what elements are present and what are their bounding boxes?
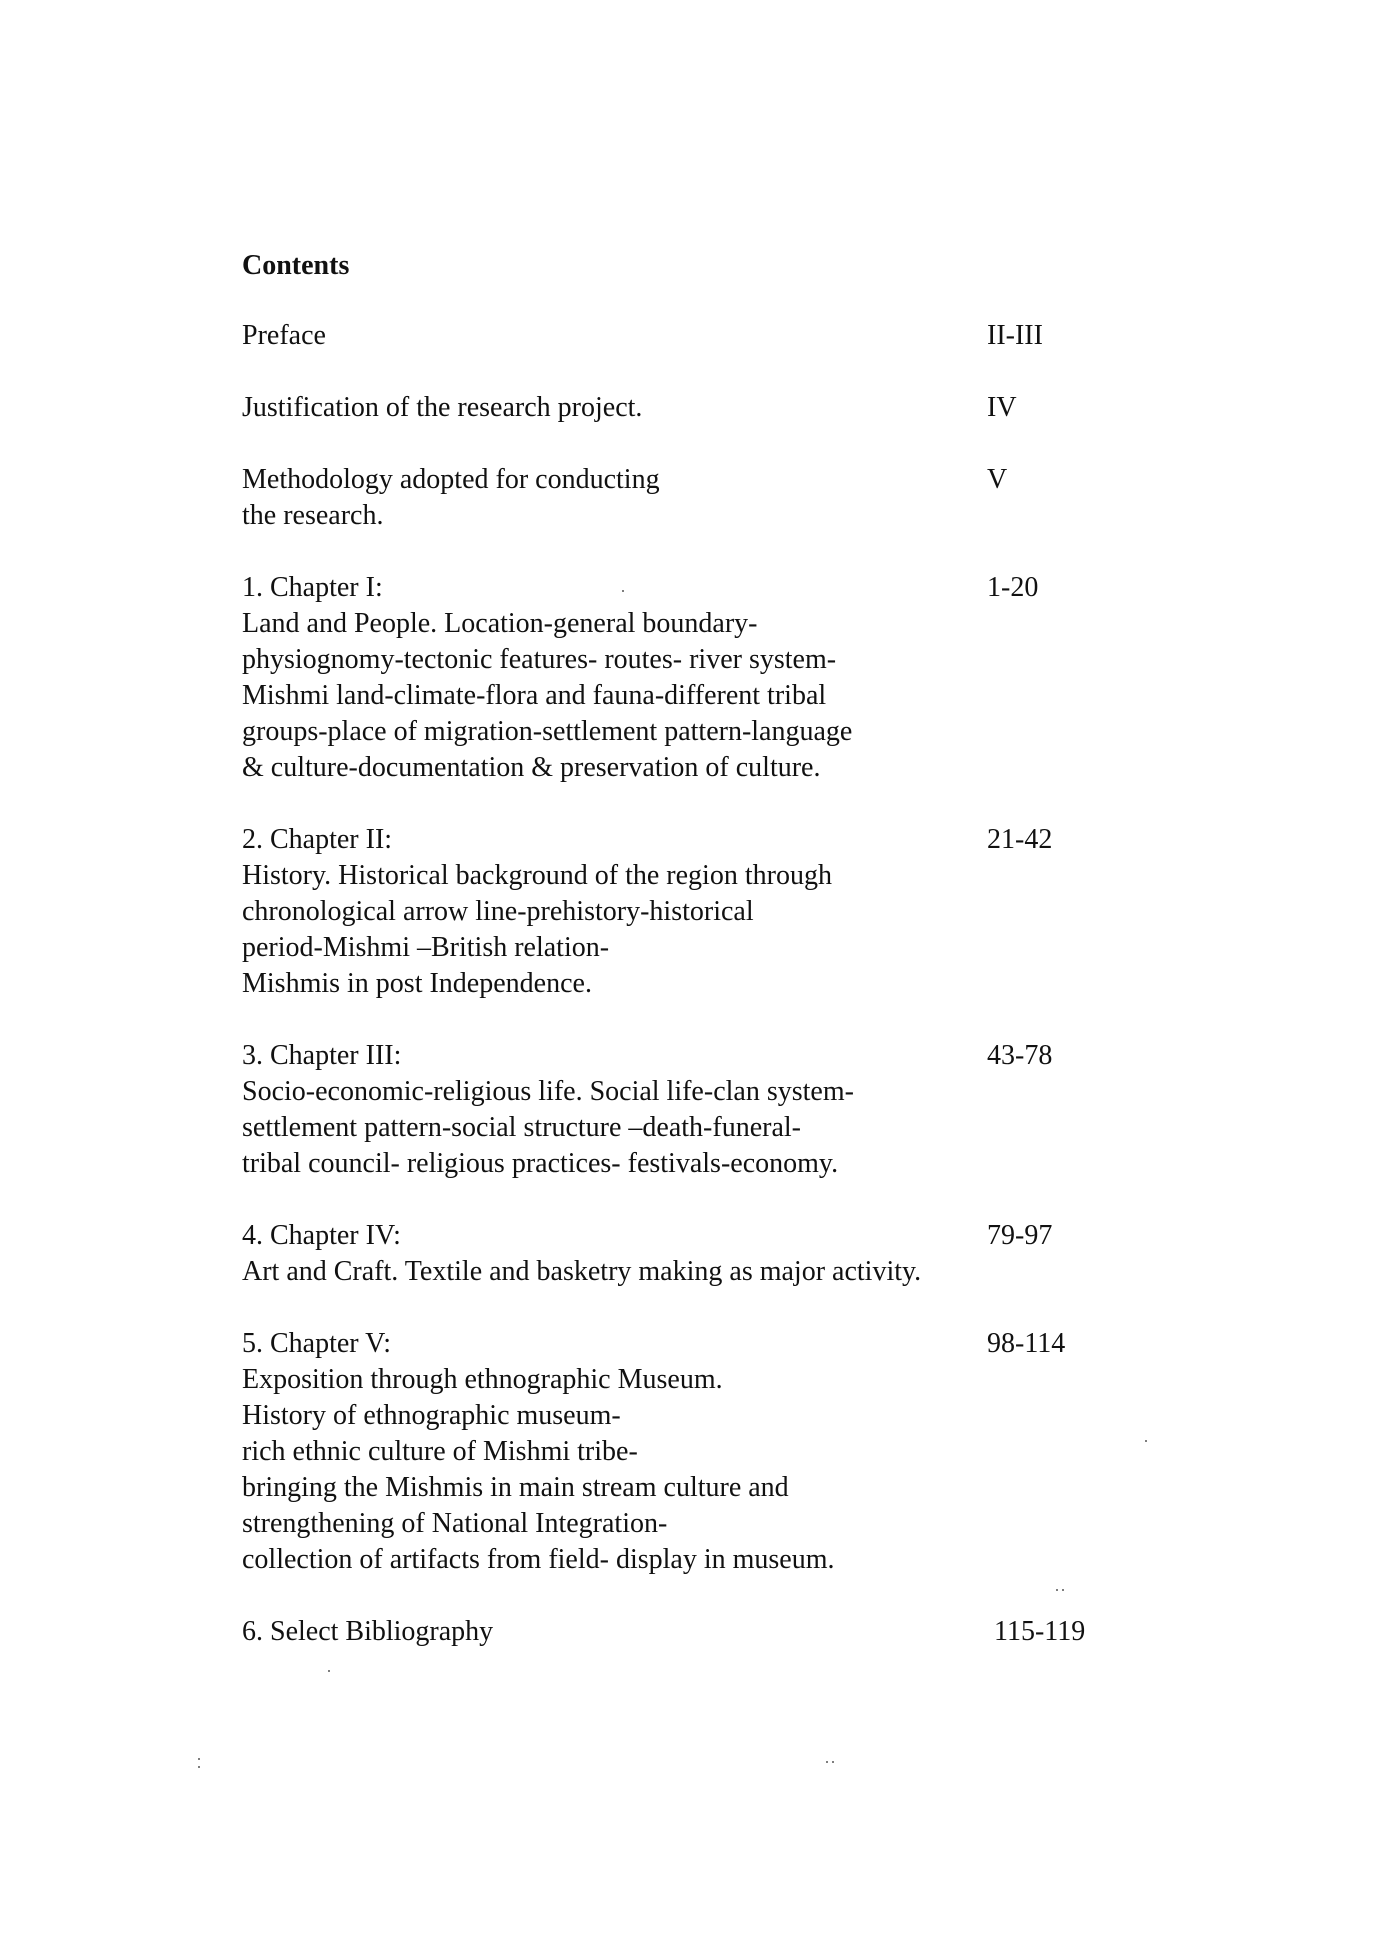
entry-page-range: IV	[987, 392, 1017, 423]
entry-title	[242, 462, 962, 534]
entry-line: 6. Select Bibliography	[242, 1616, 494, 1647]
scan-speck	[198, 1758, 200, 1760]
scan-speck	[826, 1761, 828, 1763]
entry-line: 2. Chapter II:	[242, 824, 393, 855]
entry-line: Art and Craft. Textile and basketry making as major activity.	[242, 1256, 922, 1287]
entry-title	[242, 318, 962, 354]
entry-line: 4. Chapter IV:	[242, 1220, 401, 1251]
entry-title	[242, 570, 962, 786]
entry-line: bringing the Mishmis in main stream culture and	[242, 1472, 789, 1503]
entry-line: period-Mishmi –British relation-	[242, 932, 610, 963]
entry-line: History of ethnographic museum-	[242, 1400, 621, 1431]
entry-page-range: 1-20	[987, 572, 1039, 603]
entry-line: rich ethnic culture of Mishmi tribe-	[242, 1436, 638, 1467]
entry-line: History. Historical background of the region through	[242, 860, 832, 891]
entry-title	[242, 1614, 962, 1650]
scan-speck	[1062, 1589, 1064, 1591]
entry-line: Mishmis in post Independence.	[242, 968, 592, 999]
scan-speck	[198, 1766, 200, 1768]
entry-line: Mishmi land-climate-flora and fauna-different tribal	[242, 680, 827, 711]
toc-entry-justification	[242, 390, 1142, 426]
entry-title	[242, 1038, 962, 1182]
toc-entry-chapter-1	[242, 570, 1142, 786]
entry-line: settlement pattern-social structure –death-funeral-	[242, 1112, 801, 1143]
entry-line: Justification of the research project.	[242, 392, 643, 423]
entry-page-range: 115-119	[994, 1616, 1086, 1647]
entry-page-range: II-III	[987, 320, 1043, 351]
entry-line: chronological arrow line-prehistory-historical	[242, 896, 754, 927]
entry-title	[242, 1326, 962, 1578]
entry-line: groups-place of migration-settlement pattern-language	[242, 716, 853, 747]
scan-speck	[832, 1761, 834, 1763]
contents-heading: Contents	[242, 250, 350, 281]
entry-line: 5. Chapter V:	[242, 1328, 392, 1359]
entry-page-range: 43-78	[987, 1040, 1053, 1071]
entry-line: Socio-economic-religious life. Social life-clan system-	[242, 1076, 854, 1107]
entry-line: 3. Chapter III:	[242, 1040, 402, 1071]
entry-line: Land and People. Location-general boundary-	[242, 608, 758, 639]
entry-page-range: 98-114	[987, 1328, 1066, 1359]
scan-speck	[1145, 1440, 1147, 1442]
entry-line: Methodology adopted for conducting	[242, 464, 660, 495]
scan-speck	[328, 1670, 330, 1672]
scan-speck	[622, 590, 624, 592]
entry-line: 1. Chapter I:	[242, 572, 383, 603]
entry-line: Preface	[242, 320, 326, 351]
entry-line: tribal council- religious practices- festivals-economy.	[242, 1148, 839, 1179]
entry-page-range: V	[987, 464, 1008, 495]
entry-title	[242, 390, 962, 426]
toc-entry-chapter-3	[242, 1038, 1142, 1182]
entry-line: Exposition through ethnographic Museum.	[242, 1364, 723, 1395]
toc-entry-preface	[242, 318, 1142, 354]
entry-title	[242, 1218, 962, 1290]
entry-line: strengthening of National Integration-	[242, 1508, 668, 1539]
entry-title	[242, 822, 962, 1002]
table-of-contents	[242, 248, 1142, 1650]
toc-entry-methodology	[242, 462, 1142, 534]
entry-line: physiognomy-tectonic features- routes- river system-	[242, 644, 837, 675]
scan-speck	[1056, 1589, 1058, 1591]
entry-page-range: 21-42	[987, 824, 1053, 855]
toc-entry-bibliography	[242, 1614, 1142, 1650]
toc-entry-chapter-5	[242, 1326, 1142, 1578]
entry-page-range: 79-97	[987, 1220, 1053, 1251]
entry-line: collection of artifacts from field- display in museum.	[242, 1544, 835, 1575]
toc-entry-chapter-4	[242, 1218, 1142, 1290]
toc-entry-chapter-2	[242, 822, 1142, 1002]
entry-line: the research.	[242, 500, 384, 531]
entry-line: & culture-documentation & preservation of culture.	[242, 752, 821, 783]
